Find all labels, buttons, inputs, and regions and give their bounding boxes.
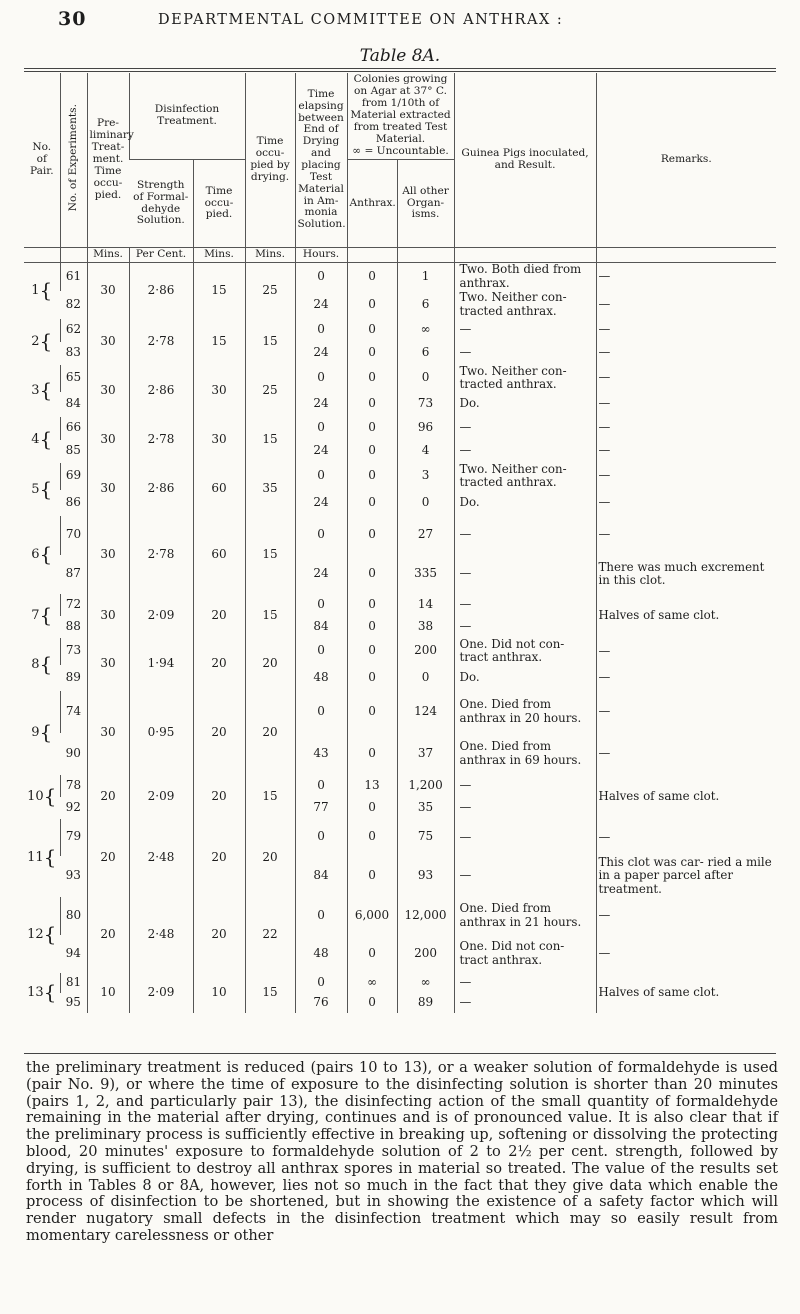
elapsed-hours: 0: [295, 897, 347, 935]
anthrax-colonies: 0: [347, 856, 397, 897]
experiment-number: 84: [65, 396, 81, 411]
anthrax-colonies: 0: [347, 392, 397, 417]
other-colonies: 124: [397, 691, 454, 733]
disinfection-time: 20: [193, 819, 245, 897]
elapsed-hours: 0: [295, 691, 347, 733]
pretreatment-time: 20: [87, 897, 129, 973]
table-row: [24, 775, 776, 797]
elapsed-hours: 24: [295, 490, 347, 516]
brace-icon: {: [43, 922, 57, 947]
anthrax-colonies: 0: [347, 342, 397, 365]
pretreatment-time: 20: [87, 819, 129, 897]
other-colonies: 89: [397, 993, 454, 1013]
header-strength: Strength of Formal-dehyde Solution.: [133, 178, 189, 227]
unit-other: [397, 248, 454, 263]
guinea-pig-result: One. Did not con- tract anthrax.: [454, 638, 596, 665]
running-title: DEPARTMENTAL COMMITTEE ON ANTHRAX :: [158, 12, 564, 28]
remark: —: [596, 665, 776, 691]
anthrax-colonies: 0: [347, 263, 397, 291]
unit-strength: Per Cent.: [129, 248, 193, 263]
remark: —: [596, 417, 776, 440]
table-row: [24, 819, 776, 856]
disinfection-time: 20: [193, 638, 245, 691]
experiment-number: 80: [60, 897, 87, 935]
pretreatment-time: 30: [87, 594, 129, 638]
anthrax-colonies: 0: [347, 365, 397, 392]
pretreatment-time: 20: [87, 775, 129, 819]
remark: —: [596, 935, 776, 973]
experiment-number: 73: [60, 638, 87, 665]
other-colonies: 14: [397, 594, 454, 616]
formaldehyde-strength: 2·86: [129, 365, 193, 417]
remark: Halves of same clot.: [596, 973, 776, 1013]
remark: —: [596, 691, 776, 733]
unit-exp: [60, 248, 87, 263]
pretreatment-time: 30: [87, 319, 129, 365]
elapsed-hours: 0: [295, 775, 347, 797]
formaldehyde-strength: 2·48: [129, 819, 193, 897]
experiment-number: 78: [60, 775, 87, 797]
drying-time: 15: [245, 516, 295, 594]
other-colonies: 335: [397, 555, 454, 594]
table-bottom-rule: [24, 1053, 776, 1054]
elapsed-hours: 24: [295, 440, 347, 463]
pair-number: [24, 463, 60, 516]
page-number: 30: [58, 8, 87, 30]
drying-time: 15: [245, 973, 295, 1013]
anthrax-colonies: 0: [347, 935, 397, 973]
header-drying: Time occu-pied by drying.: [245, 73, 295, 248]
drying-time: 15: [245, 417, 295, 463]
pair-number: [24, 691, 60, 775]
pair-label: 13: [27, 985, 44, 1001]
pretreatment-time: 30: [87, 516, 129, 594]
guinea-pig-result: Two. Neither con- tracted anthrax.: [454, 291, 596, 319]
unit-drying: Mins.: [245, 248, 295, 263]
unit-pair: [24, 248, 60, 263]
remark: This clot was car- ried a mile in a paper parcel after treatment.: [596, 856, 776, 897]
pair-number: [24, 973, 60, 1013]
body-paragraph: the preliminary treatment is reduced (pairs 10 to 13), or a weaker solution of formaldehyde is used (pair No. 9), or where the time of exposure to the disinfecting solution is shorter than 20 minutes (pairs 1, 2, and particularly pair 13), the disinfecting action of the small quantity of formaldehyde remaining in the material after drying, continues and is of pronounced value. It is also clear that if the preliminary process is sufficiently effective in breaking up, softening or dissolving the protecting blood, 20 minutes' exposure to formaldehyde solution of 2 to 2½ per cent. strength, followed by drying, is sufficient to destroy all anthrax spores in material so treated. The value of the results set forth in Tables 8 or 8A, however, lies not so much in the fact that they give data which enable the process of disinfection to be shortened, but in showing the existence of a safety factor which will render nugatory small defects in the disinfection treatment which may so easily result from momentary carelessness or other: [26, 1059, 778, 1244]
pair-label: 7: [31, 608, 40, 624]
anthrax-colonies: 0: [347, 417, 397, 440]
guinea-pig-result: —: [454, 775, 596, 797]
remark: —: [596, 463, 776, 490]
unit-elapsing: Hours.: [295, 248, 347, 263]
formaldehyde-strength: 2·78: [129, 417, 193, 463]
formaldehyde-strength: 2·86: [129, 263, 193, 319]
page-header: [58, 8, 770, 38]
remark: —: [596, 291, 776, 319]
drying-time: 22: [245, 897, 295, 973]
experiment-number: 83: [65, 345, 81, 360]
experiment-number: 90: [65, 745, 81, 760]
table-row: [24, 263, 776, 291]
experiment-number: 74: [60, 691, 87, 733]
anthrax-colonies: 0: [347, 516, 397, 555]
elapsed-hours: 84: [295, 616, 347, 638]
header-result: Guinea Pigs inoculated, and Result.: [454, 73, 596, 248]
disinfection-time: 15: [193, 263, 245, 319]
pretreatment-time: 10: [87, 973, 129, 1013]
formaldehyde-strength: 2·09: [129, 973, 193, 1013]
anthrax-colonies: 0: [347, 733, 397, 775]
header-anthrax: Anthrax.: [347, 160, 397, 248]
guinea-pig-result: —: [454, 993, 596, 1013]
header-experiments: No. of Experiments.: [60, 73, 87, 248]
elapsed-hours: 0: [295, 417, 347, 440]
pretreatment-time: 30: [87, 417, 129, 463]
formaldehyde-strength: 2·09: [129, 594, 193, 638]
pair-label: 5: [31, 481, 40, 497]
guinea-pig-result: —: [454, 319, 596, 342]
elapsed-hours: 24: [295, 392, 347, 417]
anthrax-colonies: 0: [347, 691, 397, 733]
table-row: [24, 638, 776, 665]
formaldehyde-strength: 1·94: [129, 638, 193, 691]
pair-number: [24, 516, 60, 594]
unit-result: [454, 248, 596, 263]
remark: —: [596, 392, 776, 417]
header-colonies: Colonies growing on Agar at 37° C. from 1/10th of Material extracted from treated Test Material. ∞ = Uncountable.: [347, 73, 454, 160]
drying-time: 20: [245, 638, 295, 691]
experiment-number: 82: [65, 296, 81, 311]
guinea-pig-result: —: [454, 856, 596, 897]
guinea-pig-result: Two. Both died from anthrax.: [454, 263, 596, 291]
elapsed-hours: 24: [295, 342, 347, 365]
table-row: [24, 516, 776, 555]
guinea-pig-result: One. Did not con- tract anthrax.: [454, 935, 596, 973]
other-colonies: 6: [397, 342, 454, 365]
guinea-pig-result: —: [454, 342, 596, 365]
anthrax-colonies: ∞: [347, 973, 397, 993]
pair-number: [24, 319, 60, 365]
experiment-number: 65: [60, 365, 87, 392]
pair-number: [24, 819, 60, 897]
anthrax-colonies: 13: [347, 775, 397, 797]
table-body: [24, 263, 776, 1013]
brace-icon: {: [39, 542, 53, 567]
other-colonies: 73: [397, 392, 454, 417]
disinfection-time: 30: [193, 417, 245, 463]
anthrax-colonies: 6,000: [347, 897, 397, 935]
experiment-number: 72: [60, 594, 87, 616]
brace-icon: {: [43, 784, 57, 809]
infinity-note: ∞ = Uncountable.: [352, 144, 449, 157]
other-colonies: 6: [397, 291, 454, 319]
other-colonies: 200: [397, 935, 454, 973]
anthrax-colonies: 0: [347, 291, 397, 319]
brace-icon: {: [39, 278, 53, 303]
guinea-pig-result: —: [454, 819, 596, 856]
guinea-pig-result: —: [454, 616, 596, 638]
header-remarks: Remarks.: [596, 73, 776, 248]
brace-icon: {: [39, 378, 53, 403]
table-row: [24, 463, 776, 490]
guinea-pig-result: —: [454, 440, 596, 463]
experiment-number: 95: [65, 994, 81, 1009]
disinfection-time: 20: [193, 897, 245, 973]
brace-icon: {: [39, 476, 53, 501]
table-row: [24, 897, 776, 935]
unit-pretreatment: Mins.: [87, 248, 129, 263]
header-other-organisms: All other Organ-isms.: [397, 160, 454, 248]
elapsed-hours: 43: [295, 733, 347, 775]
pair-label: 11: [27, 850, 44, 866]
elapsed-hours: 0: [295, 365, 347, 392]
anthrax-colonies: 0: [347, 594, 397, 616]
experiment-number: 85: [65, 443, 81, 458]
remark: —: [596, 365, 776, 392]
pair-label: 4: [31, 432, 40, 448]
other-colonies: 96: [397, 417, 454, 440]
anthrax-colonies: 0: [347, 319, 397, 342]
remark: —: [596, 490, 776, 516]
unit-anthrax: [347, 248, 397, 263]
experiment-number: 70: [60, 516, 87, 555]
drying-time: 20: [245, 691, 295, 775]
brace-icon: {: [43, 845, 57, 870]
pair-label: 1: [31, 283, 40, 299]
brace-icon: {: [43, 980, 57, 1005]
remark: —: [596, 516, 776, 555]
pair-label: 2: [31, 334, 40, 349]
table-row: [24, 691, 776, 733]
table-top-rule-2: [24, 71, 776, 72]
disinfection-time: 20: [193, 775, 245, 819]
header-pretreatment: Pre-liminary Treat-ment. Time occu-pied.: [87, 73, 129, 248]
anthrax-colonies: 0: [347, 819, 397, 856]
experiment-number: 87: [65, 566, 81, 581]
pretreatment-time: 30: [87, 263, 129, 319]
other-colonies: 4: [397, 440, 454, 463]
pretreatment-time: 30: [87, 638, 129, 691]
disinfection-time: 60: [193, 516, 245, 594]
anthrax-colonies: 0: [347, 797, 397, 819]
other-colonies: 0: [397, 365, 454, 392]
remark: —: [596, 638, 776, 665]
guinea-pig-result: One. Died from anthrax in 21 hours.: [454, 897, 596, 935]
other-colonies: 38: [397, 616, 454, 638]
elapsed-hours: 0: [295, 819, 347, 856]
formaldehyde-strength: 2·78: [129, 516, 193, 594]
pair-label: 3: [31, 383, 40, 399]
formaldehyde-strength: 2·78: [129, 319, 193, 365]
header-elapsing: Time elapsing between End of Drying and placing Test Material in Am-monia Solution.: [295, 73, 347, 248]
pair-number: [24, 417, 60, 463]
elapsed-hours: 0: [295, 516, 347, 555]
experiment-number: 89: [65, 669, 81, 684]
drying-time: 15: [245, 594, 295, 638]
results-table: [24, 73, 776, 1013]
guinea-pig-result: Do.: [454, 392, 596, 417]
pair-label: 6: [31, 547, 40, 563]
table-row: [24, 594, 776, 616]
other-colonies: ∞: [397, 973, 454, 993]
elapsed-hours: 0: [295, 319, 347, 342]
other-colonies: 75: [397, 819, 454, 856]
guinea-pig-result: Do.: [454, 665, 596, 691]
remark: —: [596, 897, 776, 935]
anthrax-colonies: 0: [347, 463, 397, 490]
other-colonies: 12,000: [397, 897, 454, 935]
guinea-pig-result: Two. Neither con- tracted anthrax.: [454, 463, 596, 490]
other-colonies: 3: [397, 463, 454, 490]
elapsed-hours: 0: [295, 594, 347, 616]
anthrax-colonies: 0: [347, 490, 397, 516]
remark: Halves of same clot.: [596, 775, 776, 819]
elapsed-hours: 0: [295, 973, 347, 993]
other-colonies: 93: [397, 856, 454, 897]
elapsed-hours: 48: [295, 935, 347, 973]
elapsed-hours: 0: [295, 263, 347, 291]
other-colonies: 200: [397, 638, 454, 665]
remark: —: [596, 342, 776, 365]
brace-icon: {: [39, 329, 53, 353]
guinea-pig-result: —: [454, 973, 596, 993]
pair-label: 9: [31, 725, 40, 741]
drying-time: 25: [245, 263, 295, 319]
drying-time: 25: [245, 365, 295, 417]
elapsed-hours: 0: [295, 638, 347, 665]
guinea-pig-result: —: [454, 797, 596, 819]
pretreatment-time: 30: [87, 365, 129, 417]
pretreatment-time: 30: [87, 463, 129, 516]
brace-icon: {: [39, 427, 53, 452]
table-row: [24, 319, 776, 342]
disinfection-time: 60: [193, 463, 245, 516]
experiment-number: 62: [60, 319, 87, 342]
experiment-number: 92: [65, 799, 81, 814]
experiment-number: 94: [65, 945, 81, 960]
header-pair: No. of Pair.: [29, 141, 54, 177]
experiment-number: 88: [65, 618, 81, 633]
brace-icon: {: [39, 651, 53, 676]
formaldehyde-strength: 2·48: [129, 897, 193, 973]
pair-number: [24, 365, 60, 417]
guinea-pig-result: —: [454, 417, 596, 440]
unit-remarks: [596, 248, 776, 263]
other-colonies: ∞: [397, 319, 454, 342]
elapsed-hours: 0: [295, 463, 347, 490]
pair-label: 10: [27, 789, 44, 805]
table-caption: Table 8A.: [359, 46, 441, 66]
brace-icon: {: [39, 603, 53, 628]
disinfection-time: 10: [193, 973, 245, 1013]
drying-time: 20: [245, 819, 295, 897]
other-colonies: 0: [397, 490, 454, 516]
guinea-pig-result: Two. Neither con- tracted anthrax.: [454, 365, 596, 392]
drying-time: 15: [245, 319, 295, 365]
remark: —: [596, 319, 776, 342]
remark: —: [596, 440, 776, 463]
disinfection-time: 30: [193, 365, 245, 417]
experiment-number: 81: [60, 973, 87, 993]
anthrax-colonies: 0: [347, 665, 397, 691]
remark: There was much excrement in this clot.: [596, 555, 776, 594]
experiment-number: 61: [60, 263, 87, 291]
other-colonies: 1: [397, 263, 454, 291]
pair-number: [24, 638, 60, 691]
guinea-pig-result: Do.: [454, 490, 596, 516]
guinea-pig-result: —: [454, 516, 596, 555]
formaldehyde-strength: 2·86: [129, 463, 193, 516]
elapsed-hours: 24: [295, 291, 347, 319]
formaldehyde-strength: 2·09: [129, 775, 193, 819]
elapsed-hours: 48: [295, 665, 347, 691]
disinfection-time: 20: [193, 691, 245, 775]
pair-number: [24, 897, 60, 973]
pair-number: [24, 775, 60, 819]
brace-icon: {: [39, 720, 53, 745]
pair-label: 12: [27, 927, 44, 943]
unit-time: Mins.: [193, 248, 245, 263]
table-row: [24, 973, 776, 993]
remark: Halves of same clot.: [596, 594, 776, 638]
table-row: [24, 417, 776, 440]
guinea-pig-result: One. Died from anthrax in 69 hours.: [454, 733, 596, 775]
anthrax-colonies: 0: [347, 638, 397, 665]
anthrax-colonies: 0: [347, 555, 397, 594]
elapsed-hours: 77: [295, 797, 347, 819]
experiment-number: 86: [65, 494, 81, 509]
guinea-pig-result: One. Died from anthrax in 20 hours.: [454, 691, 596, 733]
drying-time: 35: [245, 463, 295, 516]
other-colonies: 37: [397, 733, 454, 775]
disinfection-time: 20: [193, 594, 245, 638]
header-time-occupied: Time occu-pied.: [193, 160, 245, 248]
pair-number: [24, 263, 60, 319]
elapsed-hours: 76: [295, 993, 347, 1013]
remark: —: [596, 733, 776, 775]
elapsed-hours: 24: [295, 555, 347, 594]
guinea-pig-result: —: [454, 555, 596, 594]
anthrax-colonies: 0: [347, 993, 397, 1013]
other-colonies: 0: [397, 665, 454, 691]
anthrax-colonies: 0: [347, 440, 397, 463]
remark: —: [596, 263, 776, 291]
table-row: [24, 365, 776, 392]
experiment-number: 69: [60, 463, 87, 490]
disinfection-time: 15: [193, 319, 245, 365]
formaldehyde-strength: 0·95: [129, 691, 193, 775]
anthrax-colonies: 0: [347, 616, 397, 638]
pair-number: [24, 594, 60, 638]
experiment-number: 66: [60, 417, 87, 440]
experiment-number: 79: [60, 819, 87, 856]
pretreatment-time: 30: [87, 691, 129, 775]
other-colonies: 35: [397, 797, 454, 819]
guinea-pig-result: —: [454, 594, 596, 616]
pair-label: 8: [31, 656, 40, 672]
header-disinfection: Disinfection Treatment.: [129, 73, 245, 160]
table-top-rule: [24, 68, 776, 69]
other-colonies: 27: [397, 516, 454, 555]
other-colonies: 1,200: [397, 775, 454, 797]
drying-time: 15: [245, 775, 295, 819]
elapsed-hours: 84: [295, 856, 347, 897]
experiment-number: 93: [65, 868, 81, 883]
remark: —: [596, 819, 776, 856]
